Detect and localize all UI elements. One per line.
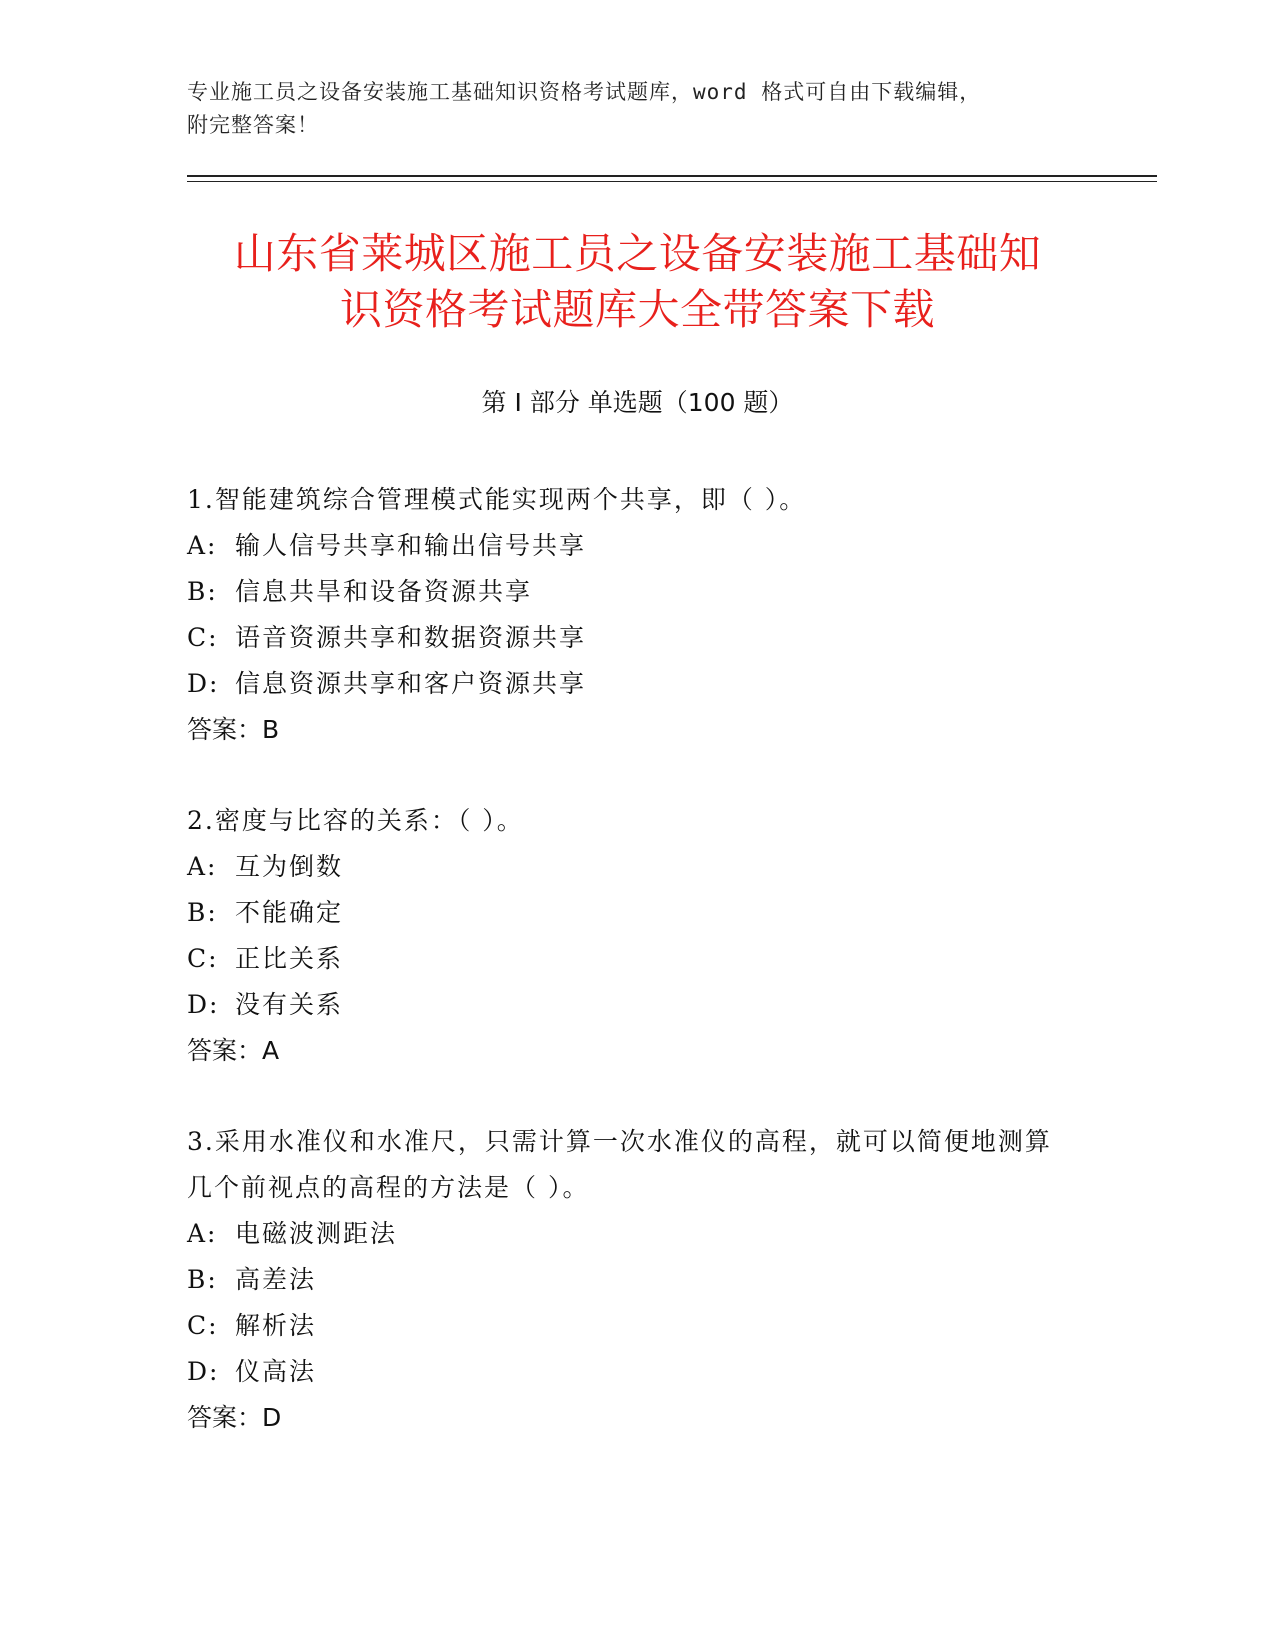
option-text: 电磁波测距法 <box>235 1219 398 1248</box>
option-c <box>187 615 1067 661</box>
question-3 <box>187 1119 1067 1441</box>
option-letter: C: <box>187 1311 219 1340</box>
option-d <box>187 1349 1067 1395</box>
option-b <box>187 890 1067 936</box>
option-letter: B: <box>187 577 218 606</box>
option-letter: D: <box>187 990 220 1019</box>
option-letter: D: <box>187 1357 220 1386</box>
option-text: 输人信号共享和输出信号共享 <box>235 531 587 560</box>
option-text: 信息资源共享和客户资源共享 <box>235 669 587 698</box>
option-letter: C: <box>187 623 219 652</box>
option-a <box>187 844 1067 890</box>
option-letter: B: <box>187 1265 218 1294</box>
question-stem: 1.智能建筑综合管理模式能实现两个共享，即（ ）。 <box>187 485 807 514</box>
header-note <box>187 76 1067 142</box>
option-b <box>187 1257 1067 1303</box>
option-c <box>187 936 1067 982</box>
header-note-line2: 附完整答案！ <box>187 113 319 137</box>
document-title-line1: 山东省莱城区施工员之设备安装施工基础知 <box>233 229 1042 278</box>
header-divider-thick <box>187 175 1157 177</box>
option-a <box>187 1211 1067 1257</box>
question-stem: 2.密度与比容的关系：（ ）。 <box>187 806 524 835</box>
document-title <box>150 226 1125 338</box>
option-text: 信息共旱和设备资源共享 <box>235 577 533 606</box>
section-title: 第 I 部分 单选题（100 题） <box>481 388 794 417</box>
option-b <box>187 569 1067 615</box>
option-text: 互为倒数 <box>235 852 344 881</box>
option-letter: D: <box>187 669 220 698</box>
option-a <box>187 523 1067 569</box>
option-letter: A: <box>187 852 218 881</box>
option-text: 没有关系 <box>235 990 344 1019</box>
option-text: 正比关系 <box>235 944 344 973</box>
option-text: 仪高法 <box>235 1357 317 1386</box>
answer-line: 答案：A <box>187 1036 280 1065</box>
option-c <box>187 1303 1067 1349</box>
question-stem: 3.采用水准仪和水准尺，只需计算一次水准仪的高程，就可以简便地测算几个前视点的高程的方法是（ ）。 <box>187 1127 1052 1202</box>
answer-line: 答案：B <box>187 715 280 744</box>
header-divider-thin <box>187 181 1157 182</box>
option-d <box>187 982 1067 1028</box>
answer-line: 答案：D <box>187 1403 282 1432</box>
question-2 <box>187 798 1067 1074</box>
option-letter: A: <box>187 531 218 560</box>
question-list <box>187 477 1067 1486</box>
option-letter: C: <box>187 944 219 973</box>
option-text: 语音资源共享和数据资源共享 <box>235 623 587 652</box>
question-1 <box>187 477 1067 753</box>
document-title-line2: 识资格考试题库大全带答案下载 <box>339 285 935 334</box>
option-text: 高差法 <box>235 1265 317 1294</box>
header-note-line1: 专业施工员之设备安装施工基础知识资格考试题库，word 格式可自由下载编辑， <box>187 80 982 104</box>
option-text: 不能确定 <box>235 898 344 927</box>
option-d <box>187 661 1067 707</box>
option-text: 解析法 <box>235 1311 317 1340</box>
option-letter: A: <box>187 1219 218 1248</box>
option-letter: B: <box>187 898 218 927</box>
